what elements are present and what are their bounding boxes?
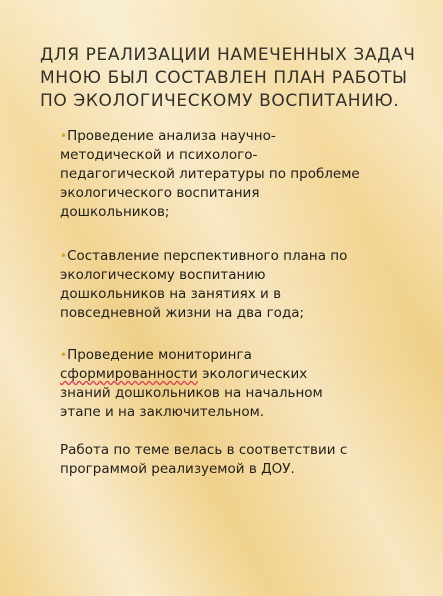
paragraph-line: методической и психолого- xyxy=(60,147,258,163)
paragraph-program-note xyxy=(60,441,347,479)
slide-title xyxy=(40,44,420,113)
paragraph-line: программой реализуемой в ДОУ. xyxy=(60,461,295,477)
paragraph-line: повседневной жизни на два года; xyxy=(60,305,305,321)
title-line-1: ДЛЯ РЕАЛИЗАЦИИ НАМЕЧЕННЫХ ЗАДАЧ xyxy=(40,45,416,65)
paragraph-line xyxy=(60,247,347,266)
bullet-paragraph-perspective-plan xyxy=(60,247,347,323)
spellcheck-underlined-word: сформированности xyxy=(60,366,198,382)
title-line-2: МНОЮ БЫЛ СОСТАВЛЕН ПЛАН РАБОТЫ xyxy=(40,68,408,88)
paragraph-line xyxy=(60,346,323,365)
bullet-icon: • xyxy=(60,249,68,263)
paragraph-line: Работа по теме велась в соответствии с xyxy=(60,442,348,458)
paragraph-line: этапе и на заключительном. xyxy=(60,404,265,420)
bullet-paragraph-literature-analysis xyxy=(60,127,360,222)
bullet-icon: • xyxy=(60,129,68,143)
paragraph-line xyxy=(60,365,323,384)
paragraph-line: знаний дошкольников на начальном xyxy=(60,385,323,401)
title-line-3: ПО ЭКОЛОГИЧЕСКОМУ ВОСПИТАНИЮ. xyxy=(40,91,400,111)
paragraph-text: Составление перспективного плана по xyxy=(67,248,348,264)
paragraph-line xyxy=(60,127,360,146)
paragraph-line: дошкольников на занятиях и в xyxy=(60,286,282,302)
paragraph-line: экологического воспитания xyxy=(60,185,260,201)
paragraph-line: педагогической литературы по проблеме xyxy=(60,166,360,182)
paragraph-line: экологическому воспитанию xyxy=(60,267,266,283)
paragraph-line: дошкольников; xyxy=(60,204,170,220)
paragraph-text: Проведение мониторинга xyxy=(67,347,252,363)
paragraph-text: Проведение анализа научно- xyxy=(67,128,276,144)
bullet-paragraph-monitoring xyxy=(60,346,323,422)
bullet-icon: • xyxy=(60,348,68,362)
paragraph-text: экологических xyxy=(197,366,308,382)
